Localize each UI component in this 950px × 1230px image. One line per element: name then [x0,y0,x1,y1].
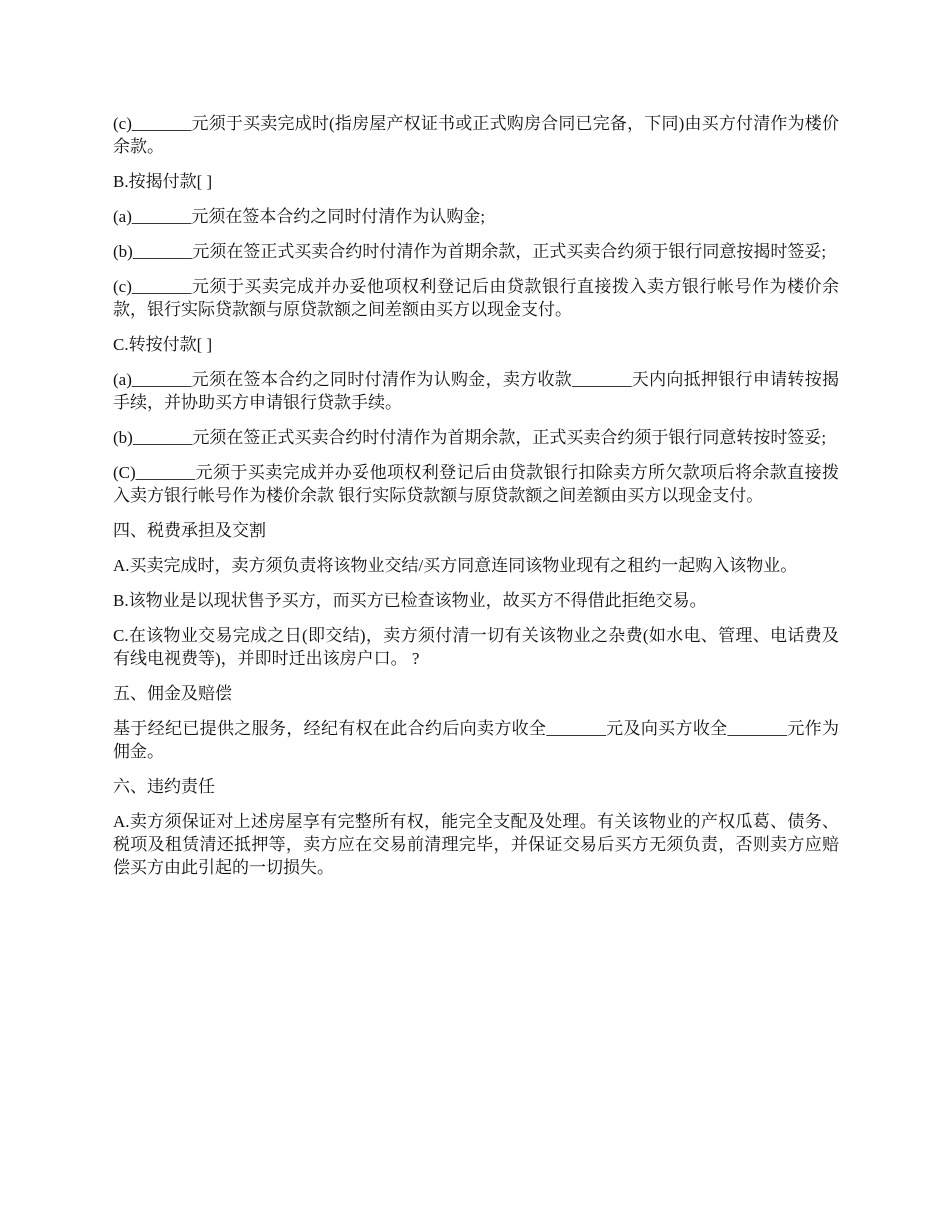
paragraph-taxes-a: A.买卖完成时，卖方须负责将该物业交结/买方同意连同该物业现有之租约一起购入该物业。 [113,556,798,575]
paragraph-transfer-c: (C)_______元须于买卖完成并办妥他项权利登记后由贷款银行扣除卖方所欠款项后将余款直接拨入卖方银行帐号作为楼价余款 银行实际贷款额与原贷款额之间差额由买方以现金支付。 [113,463,839,505]
section-heading-taxes: 四、税费承担及交割 [113,521,266,540]
paragraph-mortgage-b: (b)_______元须在签正式买卖合约时付清作为首期余款，正式买卖合约须于银行同意按揭时签妥; [113,242,827,261]
heading-transfer-payment: C.转按付款[ ] [113,335,213,354]
section-heading-liability: 六、违约责任 [113,777,215,796]
paragraph-mortgage-c: (c)_______元须于买卖完成并办妥他项权利登记后由贷款银行直接拨入卖方银行帐号作为楼价余款，银行实际贷款额与原贷款额之间差额由买方以现金支付。 [113,277,839,319]
paragraph-payment-c: (c)_______元须于买卖完成时(指房屋产权证书或正式购房合同已完备，下同)由买方付清作为楼价余款。 [113,114,839,156]
paragraph-transfer-b: (b)_______元须在签正式买卖合约时付清作为首期余款，正式买卖合约须于银行同意转按时签妥; [113,428,827,447]
paragraph-transfer-a: (a)_______元须在签本合约之同时付清作为认购金，卖方收款_______天内向抵押银行申请转按揭手续，并协助买方申请银行贷款手续。 [113,370,839,412]
paragraph-taxes-c: C.在该物业交易完成之日(即交结)，卖方须付清一切有关该物业之杂费(如水电、管理、电话费及有线电视费等)，并即时迁出该房户口。 ? [113,626,839,668]
paragraph-taxes-b: B.该物业是以现状售予买方，而买方已检查该物业，故买方不得借此拒绝交易。 [113,591,707,610]
section-heading-commission: 五、佣金及赔偿 [113,684,232,703]
paragraph-commission: 基于经纪已提供之服务，经纪有权在此合约后向卖方收全_______元及向买方收全_______元作为佣金。 [113,719,839,761]
heading-mortgage-payment: B.按揭付款[ ] [113,172,213,191]
paragraph-liability-a: A.卖方须保证对上述房屋享有完整所有权，能完全支配及处理。有关该物业的产权瓜葛、债务、税项及租赁清还抵押等，卖方应在交易前清理完毕，并保证交易后买方无须负责，否则卖方应赔偿买方由此引起的一切损失。 [113,812,839,877]
paragraph-mortgage-a: (a)_______元须在签本合约之同时付清作为认购金; [113,207,486,226]
document-body [113,112,839,891]
